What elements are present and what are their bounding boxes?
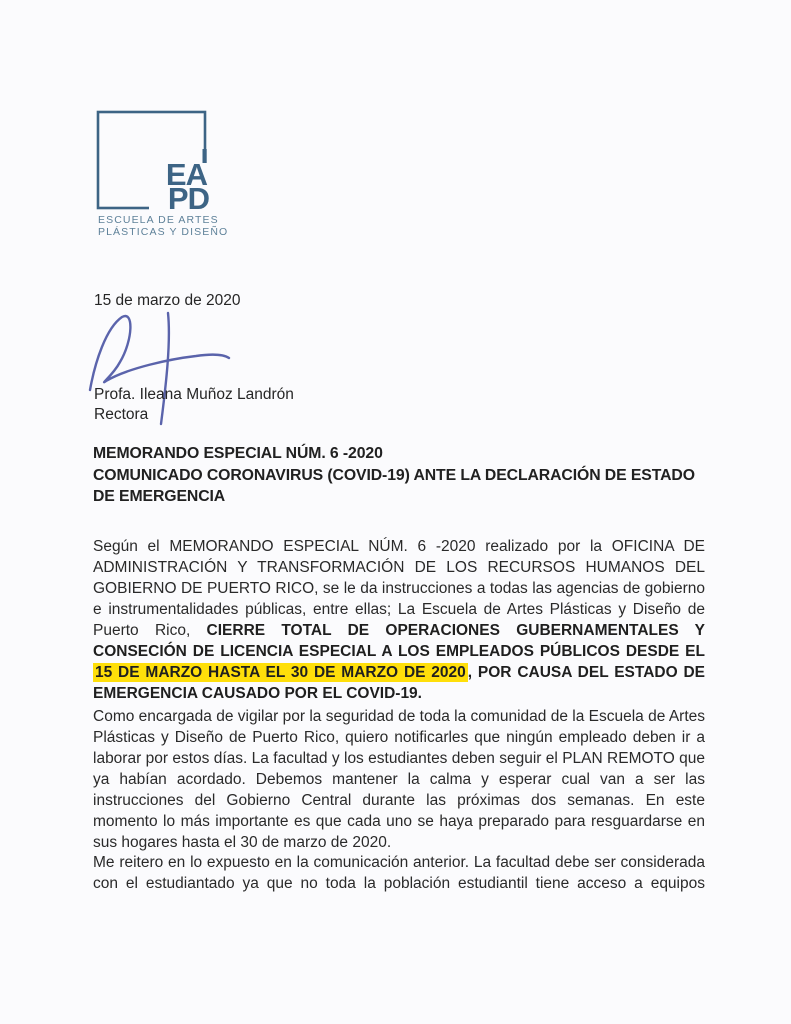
signer-block [94,385,294,425]
paragraph-1-highlighted-dates: 15 DE MARZO HASTA EL 30 DE MARZO DE 2020 [95,664,466,681]
logo-acronym-top: EA [165,157,207,192]
subject-line-1: MEMORANDO ESPECIAL NÚM. 6 -2020 [93,445,383,462]
signature-loop-stroke [90,316,229,390]
memo-date: 15 de marzo de 2020 [94,292,241,309]
paragraph-1 [93,536,705,704]
logo-caption-line2: PLÁSTICAS Y DISEÑO [98,225,229,238]
eapd-logo-mark [96,110,226,212]
paragraph-1-bold: CIERRE TOTAL DE OPERACIONES GUBERNAMENTALES Y CONSECIÓN DE LICENCIA ESPECIAL A LOS EMPLEADOS PÚBLICOS DESDE EL [93,622,705,660]
logo-acronym-bottom: PD [167,181,209,212]
paragraph-3: Me reitero en lo expuesto en la comunicación anterior. La facultad debe ser considerada con el estudiantado ya que no toda la población estudiantil tiene acceso a equipos [93,854,705,892]
paragraph-1-normal: Según el MEMORANDO ESPECIAL NÚM. 6 -2020 realizado por la OFICINA DE ADMINISTRACIÓN Y TRANSFORMACIÓN DE LOS RECURSOS HUMANOS DEL GOBIERNO DE PUERTO RICO, se le da instrucciones a todas las agencias de gobierno e instrumentalidades públicas, entre ellas; La Escuela de Artes Plásticas y Diseño de Puerto Rico, [93,538,705,639]
logo-caption [98,215,236,238]
signer-name: Profa. Ileana Muñoz Landrón [94,386,294,403]
memo-subject [93,443,733,508]
paragraph-2: Como encargada de vigilar por la seguridad de toda la comunidad de la Escuela de Artes Plásticas y Diseño de Puerto Rico, quiero notificarles que ningún empleado deben ir a laborar por estos días. La facultad y los estudiantes deben seguir el PLAN REMOTO que ya habían acordado. Debemos mantener la calma y esperar cual van a ser las instrucciones del Gobierno Central durante las próximas dos semanas. En este momento lo más importante es que cada uno se haya preparado para resguardarse en sus hogares hasta el 30 de marzo de 2020. [93,708,705,851]
eapd-logo [96,110,236,238]
logo-caption-line1: ESCUELA DE ARTES [98,214,219,226]
paragraph-1-bold-tail: , POR CAUSA DEL ESTADO DE EMERGENCIA CAUSADO POR EL COVID-19. [93,664,706,702]
subject-line-2: COMUNICADO CORONAVIRUS (COVID-19) ANTE LA DECLARACIÓN DE ESTADO [93,466,695,484]
subject-line-3: DE EMERGENCIA [93,488,226,505]
signer-title: Rectora [94,406,149,423]
